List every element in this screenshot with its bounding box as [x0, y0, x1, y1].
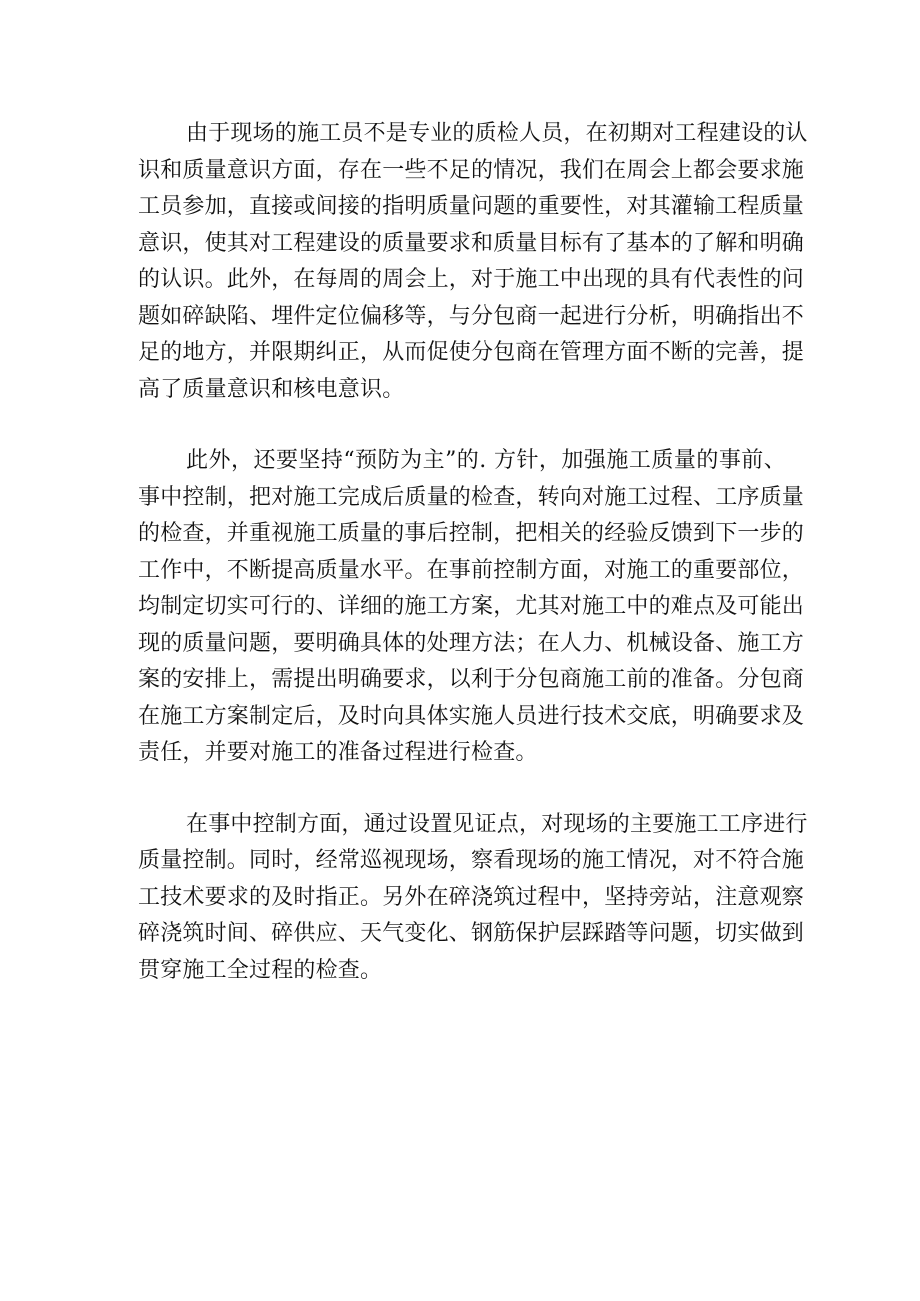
paragraph-line: 的检查，并重视施工质量的事后控制，把相关的经验反馈到下一步的 — [138, 521, 805, 546]
paragraph-line: 事中控制，把对施工完成后质量的检查，转向对施工过程、工序质量 — [138, 484, 805, 510]
paragraph-line: 质量控制。同时，经常巡视现场，察看现场的施工情况，对不符合施 — [138, 848, 805, 873]
paragraph-line: 贯穿施工全过程的检查。 — [138, 957, 383, 983]
paragraph-line: 碎浇筑时间、碎供应、天气变化、钢筋保护层踩踏等问题，切实做到 — [138, 921, 805, 946]
paragraph-line: 的认识。此外，在每周的周会上，对于施工中出现的具有代表性的问 — [138, 267, 805, 292]
document-page — [138, 116, 808, 989]
paragraph-line: 现的质量问题，要明确具体的处理方法；在人力、机械设备、施工方 — [138, 630, 805, 656]
paragraph-line: 高了质量意识和核电意识。 — [138, 376, 405, 402]
paragraph-line: 工员参加，直接或间接的指明质量问题的重要性，对其灌输工程质量 — [138, 194, 805, 219]
paragraph-line: 责任，并要对施工的准备过程进行检查。 — [138, 740, 538, 765]
paragraph-1 — [138, 116, 808, 408]
paragraph-3 — [138, 807, 808, 990]
paragraph-line: 题如碎缺陷、埋件定位偏移等，与分包商一起进行分析，明确指出不 — [138, 303, 805, 329]
paragraph-line: 工技术要求的及时指正。另外在碎浇筑过程中，坚持旁站，注意观察 — [138, 884, 805, 910]
paragraph-line: 案的安排上，需提出明确要求，以利于分包商施工前的准备。分包商 — [138, 667, 805, 692]
paragraph-line: 此外，还要坚持“预防为主”的. 方针，加强施工质量的事前、 — [186, 448, 786, 473]
paragraph-line: 在事中控制方面，通过设置见证点，对现场的主要施工工序进行 — [186, 811, 808, 837]
paragraph-spacer — [138, 408, 786, 443]
paragraph-line: 工作中，不断提高质量水平。在事前控制方面，对施工的重要部位， — [138, 557, 805, 583]
paragraph-spacer — [138, 772, 786, 807]
paragraph-line: 识和质量意识方面，存在一些不足的情况，我们在周会上都会要求施 — [138, 157, 805, 183]
paragraph-2 — [138, 443, 805, 772]
paragraph-line: 均制定切实可行的、详细的施工方案，尤其对施工中的难点及可能出 — [138, 594, 805, 619]
paragraph-line: 由于现场的施工员不是专业的质检人员，在初期对工程建设的认 — [186, 121, 808, 146]
paragraph-line: 足的地方，并限期纠正，从而促使分包商在管理方面不断的完善，提 — [138, 340, 805, 365]
paragraph-line: 意识，使其对工程建设的质量要求和质量目标有了基本的了解和明确 — [138, 230, 805, 256]
paragraph-line: 在施工方案制定后，及时向具体实施人员进行技术交底，明确要求及 — [138, 703, 805, 729]
